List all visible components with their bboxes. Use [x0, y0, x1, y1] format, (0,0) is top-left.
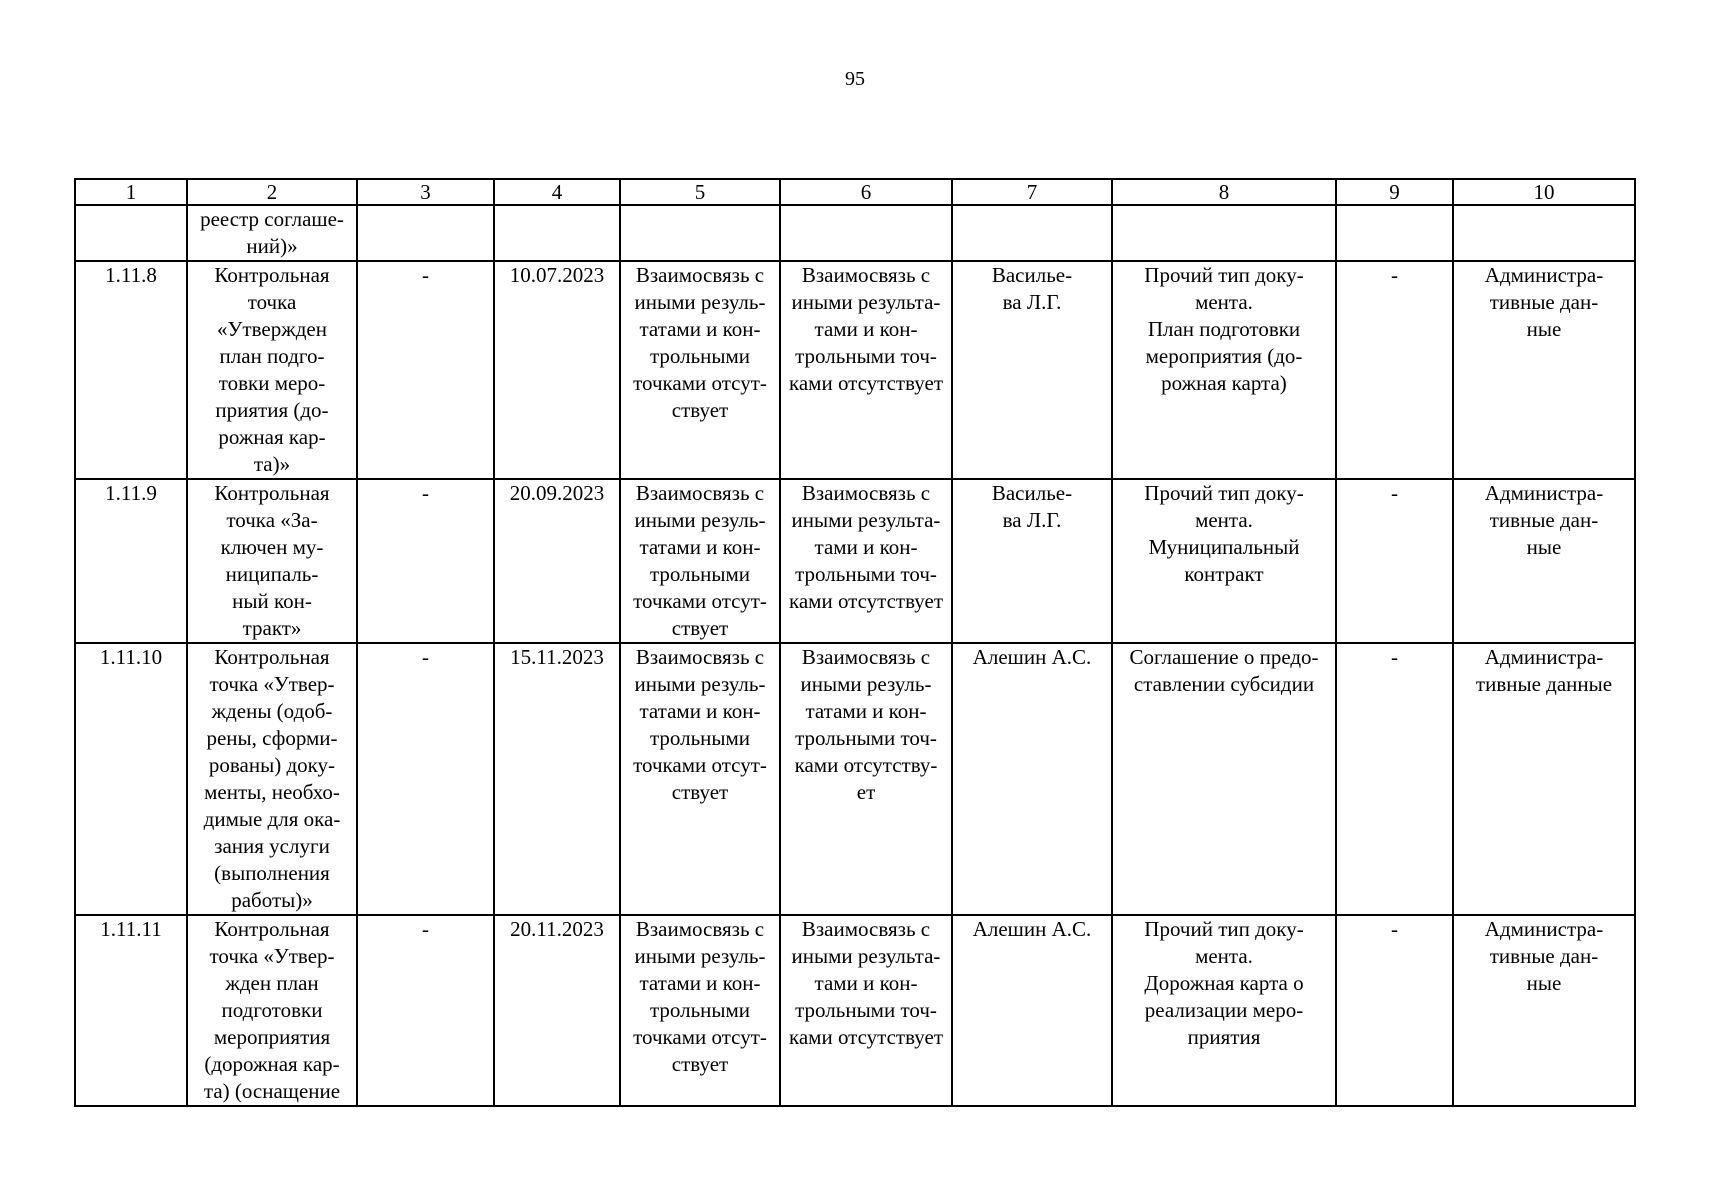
cell-col3: - [357, 915, 494, 1106]
cell-col6: Взаимосвязь с иными результа- тами и кон- трольными точ- ками отсутствует [780, 261, 952, 479]
table-row [75, 915, 1635, 1106]
cell-responsible: Василье- ва Л.Г. [952, 479, 1112, 643]
cell-doc-type: Прочий тип доку- мента. Дорожная карта о реализации меро- приятия [1112, 915, 1336, 1106]
cell-source: Администра- тивные данные [1453, 643, 1635, 915]
cell-responsible: Василье- ва Л.Г. [952, 261, 1112, 479]
cell-source [1453, 205, 1635, 261]
header-row [75, 179, 1635, 205]
cell-col3: - [357, 643, 494, 915]
page-number: 95 [845, 68, 865, 90]
cell-source: Администра- тивные дан- ные [1453, 261, 1635, 479]
cell-doc-type: Соглашение о предо- ставлении субсидии [1112, 643, 1336, 915]
cell-col5 [620, 205, 780, 261]
control-points-table [74, 178, 1636, 1107]
cell-col5: Взаимосвязь с иными резуль- татами и кон- трольными точками отсут- ствует [620, 261, 780, 479]
cell-doc-type: Прочий тип доку- мента. Муниципальный контракт [1112, 479, 1336, 643]
cell-name: Контрольная точка «За- ключен му- ниципаль- ный кон- тракт» [187, 479, 357, 643]
cell-col6: Взаимосвязь с иными результа- тами и кон- трольными точ- ками отсутствует [780, 915, 952, 1106]
continuation-row [75, 205, 1635, 261]
header-cell: 10 [1453, 179, 1635, 205]
cell-col3: - [357, 479, 494, 643]
cell-responsible [952, 205, 1112, 261]
cell-num: 1.11.9 [75, 479, 187, 643]
table-row [75, 261, 1635, 479]
cell-date: 10.07.2023 [494, 261, 620, 479]
cell-col9: - [1336, 915, 1453, 1106]
table-row [75, 479, 1635, 643]
cell-col6 [780, 205, 952, 261]
header-cell: 7 [952, 179, 1112, 205]
cell-col5: Взаимосвязь с иными резуль- татами и кон- трольными точками отсут- ствует [620, 479, 780, 643]
cell-source: Администра- тивные дан- ные [1453, 479, 1635, 643]
header-cell: 9 [1336, 179, 1453, 205]
table-row [75, 643, 1635, 915]
cell-col9: - [1336, 479, 1453, 643]
cell-col3: - [357, 261, 494, 479]
cell-col9: - [1336, 261, 1453, 479]
cell-col5: Взаимосвязь с иными резуль- татами и кон- трольными точками отсут- ствует [620, 915, 780, 1106]
cell-name: Контрольная точка «Утвержден план подго- товки меро- приятия (до- рожная кар- та)» [187, 261, 357, 479]
cell-date: 20.09.2023 [494, 479, 620, 643]
cell-col9: - [1336, 643, 1453, 915]
cell-date: 15.11.2023 [494, 643, 620, 915]
cell-name: Контрольная точка «Утвер- жден план подготовки мероприятия (дорожная кар- та) (оснащение [187, 915, 357, 1106]
cell-responsible: Алешин А.С. [952, 643, 1112, 915]
header-cell: 8 [1112, 179, 1336, 205]
cell-num: 1.11.11 [75, 915, 187, 1106]
header-cell: 4 [494, 179, 620, 205]
header-cell: 6 [780, 179, 952, 205]
header-cell: 1 [75, 179, 187, 205]
cell-date [494, 205, 620, 261]
cell-name: Контрольная точка «Утвер- ждены (одоб- рены, сформи- рованы) доку- менты, необхо- димые для ока- зания услуги (выполнения работы)» [187, 643, 357, 915]
cell-num [75, 205, 187, 261]
header-cell: 2 [187, 179, 357, 205]
cell-date: 20.11.2023 [494, 915, 620, 1106]
cell-col5: Взаимосвязь с иными резуль- татами и кон- трольными точками отсут- ствует [620, 643, 780, 915]
cell-num: 1.11.10 [75, 643, 187, 915]
cell-doc-type: Прочий тип доку- мента. План подготовки мероприятия (до- рожная карта) [1112, 261, 1336, 479]
cell-col9 [1336, 205, 1453, 261]
header-cell: 5 [620, 179, 780, 205]
cell-col6: Взаимосвязь с иными резуль- татами и кон- трольными точ- ками отсутству- ет [780, 643, 952, 915]
cell-col6: Взаимосвязь с иными результа- тами и кон- трольными точ- ками отсутствует [780, 479, 952, 643]
cell-responsible: Алешин А.С. [952, 915, 1112, 1106]
cell-col3 [357, 205, 494, 261]
cell-name: реестр соглаше- ний)» [187, 205, 357, 261]
header-cell: 3 [357, 179, 494, 205]
cell-num: 1.11.8 [75, 261, 187, 479]
cell-source: Администра- тивные дан- ные [1453, 915, 1635, 1106]
cell-doc-type [1112, 205, 1336, 261]
